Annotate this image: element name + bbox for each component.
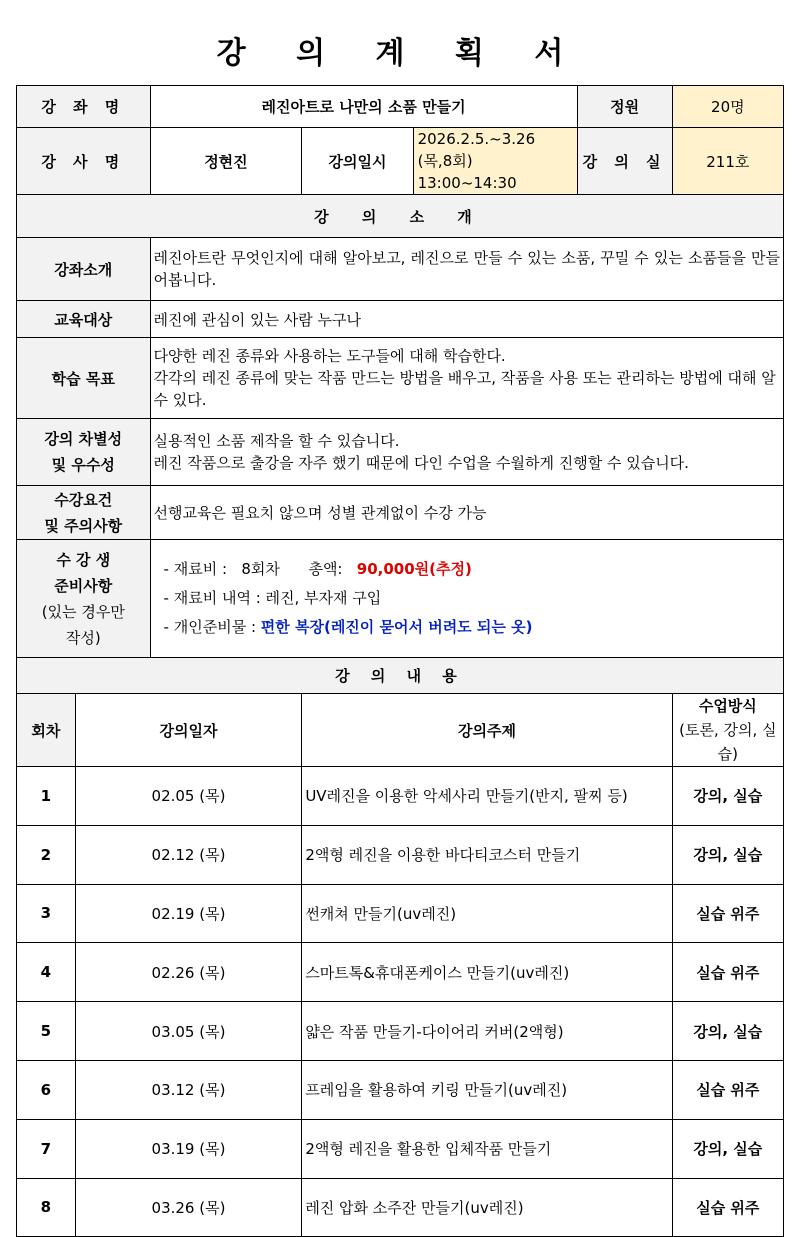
table-row xyxy=(17,884,784,943)
personal-prefix: - 개인준비물 : xyxy=(163,618,261,636)
session-number: 8 xyxy=(17,1178,76,1237)
session-topic: 레진 압화 소주잔 만들기(uv레진) xyxy=(302,1178,672,1237)
session-date: 02.05 (목) xyxy=(75,767,302,826)
session-number: 7 xyxy=(17,1119,76,1178)
content-section-title: 강 의 내 용 xyxy=(17,658,784,694)
session-method: 강의, 실습 xyxy=(672,1002,783,1061)
session-topic: 2액형 레진을 이용한 바다티코스터 만들기 xyxy=(302,825,672,884)
requirements-text: 선행교육은 필요치 않으며 성별 관계없이 수강 가능 xyxy=(150,486,783,540)
table-row xyxy=(17,1002,784,1061)
differentiation-text xyxy=(150,419,783,486)
session-number: 1 xyxy=(17,767,76,826)
session-method: 강의, 실습 xyxy=(672,1119,783,1178)
personal-value: 편한 복장(레진이 묻어서 버려도 되는 옷) xyxy=(260,618,533,636)
session-method: 실습 위주 xyxy=(672,884,783,943)
instructor-row xyxy=(17,128,784,195)
session-number: 2 xyxy=(17,825,76,884)
differentiation-label xyxy=(17,419,151,486)
session-date: 03.19 (목) xyxy=(75,1119,302,1178)
plan-table-wrapper xyxy=(16,85,784,1237)
table-row xyxy=(17,1060,784,1119)
target-label: 교육대상 xyxy=(17,301,151,338)
differentiation-label-line: 및 우수성 xyxy=(51,456,115,474)
session-date: 02.26 (목) xyxy=(75,943,302,1002)
session-method: 실습 위주 xyxy=(672,1060,783,1119)
differentiation-line: 레진 작품으로 출강을 자주 했기 때문에 다인 수업을 수월하게 진행할 수 있습니다. xyxy=(153,454,689,472)
col-session: 회차 xyxy=(17,694,76,767)
differentiation-label-line: 강의 차별성 xyxy=(44,430,123,448)
course-label: 강 좌 명 xyxy=(17,86,151,128)
preparation-detail-item: - 재료비 내역 : 레진, 부자재 구입 xyxy=(163,589,382,607)
session-date: 02.19 (목) xyxy=(75,884,302,943)
session-date: 03.12 (목) xyxy=(75,1060,302,1119)
preparation-label-line: 수 강 생 xyxy=(56,550,111,569)
session-method: 실습 위주 xyxy=(672,1178,783,1237)
preparation-label-note: 작성) xyxy=(65,628,101,647)
session-rows xyxy=(17,767,784,1237)
capacity-label: 정원 xyxy=(577,86,672,128)
session-method: 실습 위주 xyxy=(672,943,783,1002)
capacity-value: 20명 xyxy=(672,86,783,128)
summary-label: 강좌소개 xyxy=(17,238,151,301)
session-date: 03.26 (목) xyxy=(75,1178,302,1237)
intro-section-title: 강 의 소 개 xyxy=(17,195,784,238)
session-date: 02.12 (목) xyxy=(75,825,302,884)
session-topic: 얇은 작품 만들기-다이어리 커버(2액형) xyxy=(302,1002,672,1061)
fee-prefix: - 재료비 : 8회차 총액: xyxy=(163,560,357,578)
fee-amount: 90,000원(추정) xyxy=(356,560,472,578)
schedule-header-row xyxy=(17,694,784,767)
session-topic: UV레진을 이용한 악세사리 만들기(반지, 팔찌 등) xyxy=(302,767,672,826)
schedule-times: (목,8회) 13:00~14:30 xyxy=(417,152,517,192)
course-name: 레진아트로 나만의 소품 만들기 xyxy=(150,86,577,128)
col-method-title: 수업방식 xyxy=(698,697,757,715)
instructor-name: 정현진 xyxy=(150,128,302,195)
session-topic: 프레임을 활용하여 키링 만들기(uv레진) xyxy=(302,1060,672,1119)
summary-text: 레진아트란 무엇인지에 대해 알아보고, 레진으로 만들 수 있는 소품, 꾸밀 수 있는 소품들을 만들어봅니다. xyxy=(150,238,783,301)
col-method-note: (토론, 강의, 실습) xyxy=(679,721,777,763)
col-topic: 강의주제 xyxy=(302,694,672,767)
preparation-personal-item xyxy=(164,613,780,642)
session-method: 강의, 실습 xyxy=(672,767,783,826)
preparation-label-line: 준비사항 xyxy=(54,576,113,595)
course-row xyxy=(17,86,784,128)
table-row xyxy=(17,767,784,826)
differentiation-line: 실용적인 소품 제작을 할 수 있습니다. xyxy=(153,432,400,450)
instructor-label: 강 사 명 xyxy=(17,128,151,195)
session-date: 03.05 (목) xyxy=(75,1002,302,1061)
session-number: 5 xyxy=(17,1002,76,1061)
session-topic: 스마트톡&휴대폰케이스 만들기(uv레진) xyxy=(302,943,672,1002)
table-row xyxy=(17,1119,784,1178)
goal-line: 다양한 레진 종류와 사용하는 도구들에 대해 학습한다. xyxy=(153,347,506,365)
target-text: 레진에 관심이 있는 사람 누구나 xyxy=(150,301,783,338)
table-row xyxy=(17,943,784,1002)
table-row xyxy=(17,1178,784,1237)
session-number: 4 xyxy=(17,943,76,1002)
room-label: 강 의 실 xyxy=(577,128,672,195)
schedule-dates: 2026.2.5.~3.26 xyxy=(417,130,536,148)
table-row xyxy=(17,825,784,884)
page-title: 강 의 계 획 서 xyxy=(216,36,584,71)
col-method xyxy=(672,694,783,767)
preparation-content xyxy=(150,540,783,658)
preparation-label-note: (있는 경우만 xyxy=(41,602,125,621)
session-topic: 2액형 레진을 활용한 입체작품 만들기 xyxy=(302,1119,672,1178)
session-number: 6 xyxy=(17,1060,76,1119)
schedule-value xyxy=(413,128,577,195)
preparation-list xyxy=(154,555,780,642)
session-topic: 썬캐쳐 만들기(uv레진) xyxy=(302,884,672,943)
preparation-label xyxy=(17,540,151,658)
requirements-label-line: 및 주의사항 xyxy=(44,516,123,535)
session-number: 3 xyxy=(17,884,76,943)
goal-line: 각각의 레진 종류에 맞는 작품 만드는 방법을 배우고, 작품을 사용 또는 관리하는 방법에 대해 알 수 있다. xyxy=(153,369,776,409)
lecture-plan-table xyxy=(16,85,784,1237)
col-date: 강의일자 xyxy=(75,694,302,767)
preparation-fee-item xyxy=(164,555,780,584)
goal-label: 학습 목표 xyxy=(17,338,151,419)
requirements-label-line: 수강요건 xyxy=(54,490,113,509)
goal-text xyxy=(150,338,783,419)
room-value: 211호 xyxy=(672,128,783,195)
session-method: 강의, 실습 xyxy=(672,825,783,884)
requirements-label xyxy=(17,486,151,540)
schedule-label: 강의일시 xyxy=(302,128,413,195)
